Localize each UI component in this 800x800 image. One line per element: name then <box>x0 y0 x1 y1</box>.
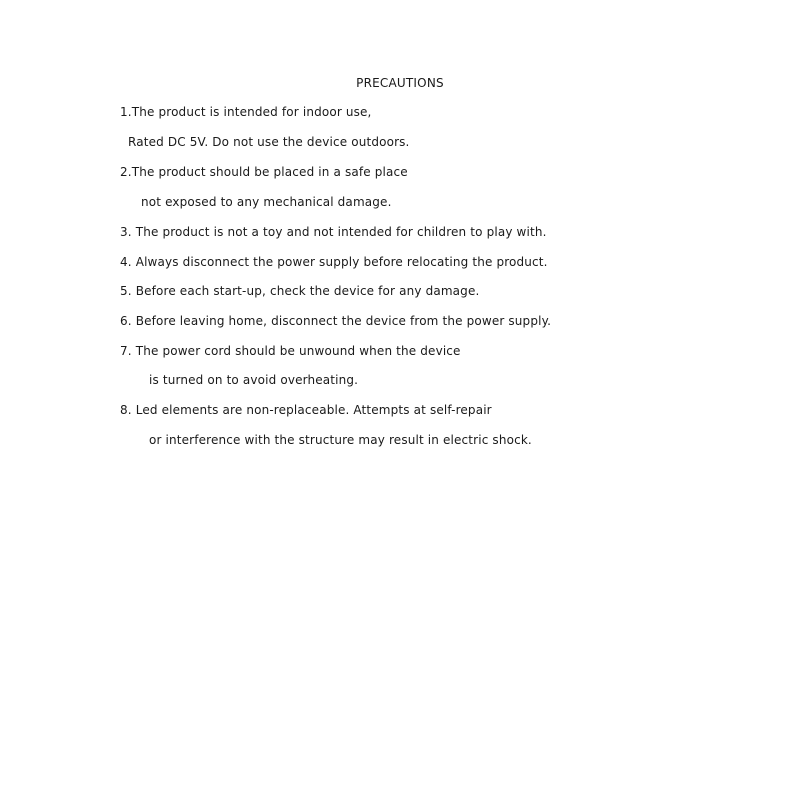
precaution-6: 6. Before leaving home, disconnect the device from the power supply. <box>120 314 552 328</box>
precaution-4: 4. Always disconnect the power supply before relocating the product. <box>120 255 548 269</box>
precaution-7-line-1: 7. The power cord should be unwound when the device <box>120 344 461 358</box>
precaution-7-line-2: is turned on to avoid overheating. <box>149 373 359 387</box>
precaution-8-line-2: or interference with the structure may result in electric shock. <box>149 433 532 447</box>
precaution-1-line-1: 1.The product is intended for indoor use, <box>120 105 372 119</box>
precaution-5: 5. Before each start-up, check the device for any damage. <box>120 284 480 298</box>
precaution-2-line-1: 2.The product should be placed in a safe place <box>120 165 408 179</box>
document-title: PRECAUTIONS <box>356 76 444 90</box>
precaution-2-line-2: not exposed to any mechanical damage. <box>141 195 392 209</box>
precaution-3: 3. The product is not a toy and not intended for children to play with. <box>120 225 547 239</box>
precaution-1-line-2: Rated DC 5V. Do not use the device outdoors. <box>128 135 410 149</box>
precaution-8-line-1: 8. Led elements are non-replaceable. Attempts at self-repair <box>120 403 492 417</box>
